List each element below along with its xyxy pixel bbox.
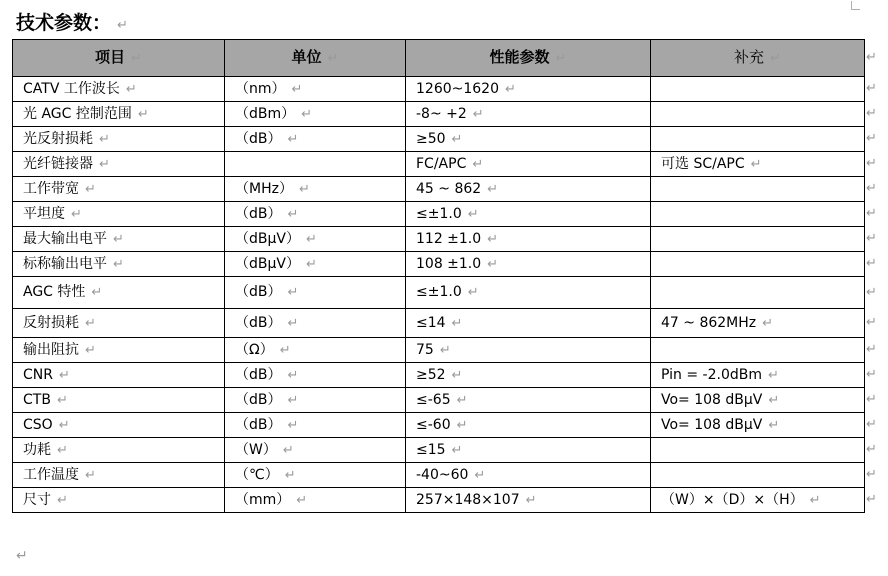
row-end-mark-icon: ↵ [866, 131, 877, 146]
paragraph-mark-icon: ↵ [472, 156, 484, 172]
paragraph-mark-icon: ↵ [137, 106, 149, 122]
row-end-mark-icon: ↵ [866, 256, 877, 271]
paragraph-mark-icon: ↵ [750, 156, 762, 172]
cell-value-text: ≤±1.0 [416, 284, 462, 300]
table-row [13, 277, 865, 309]
table-row [13, 438, 865, 463]
paragraph-mark-icon: ↵ [467, 206, 479, 222]
paragraph-mark-icon: ↵ [451, 315, 463, 331]
cell-unit-text: （dB） [235, 391, 282, 408]
cell-unit-text: （mm） [235, 491, 291, 508]
paragraph-mark-icon: ↵ [472, 106, 484, 122]
page-corner-mark [851, 1, 860, 10]
row-end-mark-icon: ↵ [866, 442, 877, 457]
paragraph-mark-icon: ↵ [85, 181, 96, 197]
paragraph-mark-icon: ↵ [298, 181, 310, 197]
cell-value-text: 1260~1620 [416, 80, 499, 97]
column-header-value: 性能参数 ↵ [406, 40, 651, 77]
cell-note [651, 202, 865, 227]
cell-value-text: -40~60 [416, 466, 469, 483]
cell-note [651, 309, 865, 338]
table-row [13, 202, 865, 227]
cell-item-text: 标称输出电平 [23, 255, 107, 272]
table-row [13, 363, 865, 388]
cell-note [651, 177, 865, 202]
paragraph-mark-icon: ↵ [85, 467, 96, 483]
cell-note [651, 127, 865, 152]
table-row [13, 413, 865, 438]
cell-value-text: ≥50 [416, 130, 446, 147]
cell-unit [225, 488, 406, 513]
cell-value [406, 227, 651, 252]
cell-value-text: 108 ±1.0 [416, 255, 482, 272]
cell-value [406, 413, 651, 438]
cell-note [651, 252, 865, 277]
paragraph-mark-icon: ↵ [762, 315, 774, 331]
cell-item [13, 152, 225, 177]
cell-unit-text: （dBμV） [235, 255, 300, 272]
paragraph-mark-icon: ↵ [525, 492, 537, 508]
cell-item-text: 工作温度 [23, 466, 79, 483]
cell-value [406, 252, 651, 277]
paragraph-mark-icon: ↵ [125, 81, 137, 97]
cell-value-text: 112 ±1.0 [416, 230, 482, 247]
cell-value [406, 463, 651, 488]
cell-value [406, 202, 651, 227]
cell-value-text: ≤14 [416, 314, 446, 331]
cell-value-text: 45 ~ 862 [416, 180, 482, 197]
cell-unit-text: （dB） [235, 205, 282, 222]
cell-unit [225, 309, 406, 338]
paragraph-mark-icon: ↵ [451, 442, 463, 458]
cell-value-text: -8~ +2 [416, 105, 467, 122]
paragraph-mark-icon: ↵ [57, 442, 68, 458]
cell-item-text: 平坦度 [23, 205, 65, 222]
table-row [13, 127, 865, 152]
table-row [13, 152, 865, 177]
cell-note [651, 463, 865, 488]
paragraph-mark-icon: ↵ [91, 285, 103, 300]
paragraph-mark-icon: ↵ [305, 231, 317, 247]
cell-note [651, 102, 865, 127]
cell-unit-text: （dBμV） [235, 230, 300, 247]
cell-unit [225, 363, 406, 388]
row-end-mark-icon: ↵ [866, 231, 877, 246]
cell-note [651, 152, 865, 177]
cell-item [13, 252, 225, 277]
cell-unit-text: （dB） [235, 314, 282, 331]
cell-unit [225, 77, 406, 102]
paragraph-mark-icon: ↵ [117, 18, 128, 33]
cell-value [406, 102, 651, 127]
paragraph-mark-icon: ↵ [282, 442, 294, 458]
cell-item [13, 388, 225, 413]
cell-unit [225, 177, 406, 202]
cell-note-text: Vo= 108 dBμV [661, 416, 763, 433]
row-end-mark-icon: ↵ [866, 492, 877, 507]
cell-item [13, 309, 225, 338]
table-row [13, 252, 865, 277]
cell-item-text: 反射损耗 [23, 314, 79, 331]
cell-unit [225, 388, 406, 413]
cell-unit [225, 463, 406, 488]
cell-item [13, 227, 225, 252]
cell-item-text: 输出阻抗 [23, 341, 79, 358]
paragraph-mark-icon: ↵ [85, 342, 96, 358]
paragraph-mark-icon: ↵ [287, 131, 299, 147]
paragraph-mark-icon: ↵ [451, 131, 463, 147]
cell-unit [225, 227, 406, 252]
paragraph-mark-icon: ↵ [113, 231, 124, 247]
cell-note [651, 77, 865, 102]
cell-value-text: 75 [416, 341, 434, 358]
cell-note [651, 388, 865, 413]
paragraph-mark-icon: ↵ [305, 256, 317, 272]
cell-item-text: 光纤链接器 [23, 155, 93, 172]
row-end-mark-icon: ↵ [866, 315, 877, 330]
paragraph-mark-icon: ↵ [99, 156, 110, 172]
cell-unit [225, 102, 406, 127]
cell-note [651, 227, 865, 252]
cell-note-text: （W）×（D）×（H） [661, 491, 804, 508]
cell-note [651, 438, 865, 463]
cell-item [13, 338, 225, 363]
paragraph-mark-icon: ↵ [58, 417, 70, 433]
row-end-mark-icon: ↵ [866, 206, 877, 221]
cell-item [13, 438, 225, 463]
spec-table-body [13, 77, 865, 513]
cell-item [13, 463, 225, 488]
cell-note-text: 47 ~ 862MHz [661, 314, 757, 331]
cell-item-text: AGC 特性 [23, 284, 86, 300]
cell-item-text: CSO [23, 416, 53, 433]
paragraph-mark-icon: ↵ [439, 342, 451, 358]
cell-item-text: CTB [23, 391, 51, 408]
cell-item [13, 177, 225, 202]
table-row [13, 177, 865, 202]
table-row [13, 309, 865, 338]
table-row [13, 463, 865, 488]
paragraph-mark-icon: ↵ [56, 392, 68, 408]
cell-value [406, 338, 651, 363]
paragraph-mark-icon: ↵ [58, 367, 70, 383]
cell-item [13, 127, 225, 152]
paragraph-mark-icon: ↵ [456, 392, 468, 408]
paragraph-mark-icon: ↵ [467, 285, 479, 300]
paragraph-mark-icon: ↵ [279, 342, 291, 358]
table-row [13, 77, 865, 102]
cell-item [13, 102, 225, 127]
paragraph-mark-icon: ↵ [57, 492, 68, 508]
paragraph-mark-icon: ↵ [301, 106, 313, 122]
paragraph-mark-icon: ↵ [768, 417, 780, 433]
paragraph-mark-icon: ↵ [505, 81, 516, 97]
table-row [13, 488, 865, 513]
cell-unit [225, 338, 406, 363]
cell-item-text: CNR [23, 366, 53, 383]
cell-note [651, 338, 865, 363]
paragraph-mark-icon: ↵ [451, 367, 463, 383]
cell-value-text: ≥52 [416, 366, 446, 383]
row-end-mark-icon: ↵ [866, 367, 877, 382]
cell-unit [225, 277, 406, 309]
table-row [13, 102, 865, 127]
cell-item [13, 363, 225, 388]
spec-table [12, 39, 865, 513]
cell-value [406, 127, 651, 152]
cell-item-text: 工作带宽 [23, 180, 79, 197]
paragraph-mark-icon: ↵ [456, 417, 468, 433]
cell-value-text: ≤±1.0 [416, 205, 462, 222]
cell-note-text: Vo= 108 dBμV [661, 391, 763, 408]
cell-note-text: 可选 SC/APC [661, 155, 745, 172]
cell-item [13, 202, 225, 227]
paragraph-mark-icon: ↵ [474, 467, 486, 483]
cell-item-text: 光 AGC 控制范围 [23, 105, 132, 122]
cell-unit-text: （Ω） [235, 341, 274, 358]
cell-value-text: 257×148×107 [416, 491, 520, 508]
cell-unit-text: （nm） [235, 80, 286, 97]
paragraph-mark-icon: ↵ [296, 492, 308, 508]
cell-value [406, 152, 651, 177]
table-row [13, 388, 865, 413]
table-header-row [13, 40, 865, 77]
cell-unit-text: （dBm） [235, 105, 296, 122]
cell-item [13, 77, 225, 102]
row-end-mark-icon: ↵ [866, 156, 877, 171]
cell-value-text: ≤15 [416, 441, 446, 458]
paragraph-mark-icon: ↵ [113, 256, 124, 272]
paragraph-mark-icon: ↵ [71, 206, 82, 222]
cell-item-text: 功耗 [23, 441, 51, 458]
cell-unit [225, 152, 406, 177]
paragraph-mark-icon: ↵ [287, 392, 299, 408]
cell-note-text: Pin = -2.0dBm [661, 366, 762, 383]
cell-value-text: ≤-60 [416, 416, 451, 433]
row-end-mark-icon: ↵ [866, 181, 877, 196]
cell-value-text: ≤-65 [416, 391, 451, 408]
heading-text: 技术参数： [16, 12, 112, 34]
paragraph-mark-icon: ↵ [287, 367, 299, 383]
row-end-mark-icon: ↵ [866, 106, 877, 121]
cell-value [406, 363, 651, 388]
row-end-mark-icon: ↵ [866, 342, 877, 357]
cell-note [651, 488, 865, 513]
cell-unit-text: （℃） [235, 466, 279, 483]
paragraph-mark-icon: ↵ [287, 315, 299, 331]
cell-note [651, 363, 865, 388]
cell-item [13, 413, 225, 438]
cell-item [13, 277, 225, 309]
cell-value [406, 488, 651, 513]
paragraph-mark-icon: ↵ [284, 467, 296, 483]
paragraph-mark-icon: ↵ [287, 206, 299, 222]
row-end-mark-icon: ↵ [866, 284, 877, 300]
paragraph-mark-icon: ↵ [287, 285, 299, 300]
cell-value [406, 77, 651, 102]
cell-value-text: FC/APC [416, 155, 467, 172]
column-header-unit: 单位 ↵ [225, 40, 406, 77]
row-end-mark-icon: ↵ [866, 81, 877, 96]
cell-item-text: 光反射损耗 [23, 130, 93, 147]
cell-unit-text: （W） [235, 441, 277, 458]
paragraph-mark-icon: ↵ [99, 131, 110, 147]
paragraph-mark-icon: ↵ [809, 492, 821, 508]
cell-unit [225, 413, 406, 438]
cell-unit-text: （dB） [235, 366, 282, 383]
cell-item-text: CATV 工作波长 [23, 80, 120, 97]
paragraph-mark-icon: ↵ [487, 181, 499, 197]
cell-unit [225, 438, 406, 463]
cell-unit-text: （dB） [235, 130, 282, 147]
cell-note [651, 277, 865, 309]
paragraph-mark-icon: ↵ [487, 231, 499, 247]
column-header-item: 项目 ↵ [13, 40, 225, 77]
paragraph-mark-icon: ↵ [487, 256, 499, 272]
cell-unit-text: （dB） [235, 284, 282, 300]
row-end-mark-icon: ↵ [866, 417, 877, 432]
cell-value [406, 309, 651, 338]
cell-item-text: 最大输出电平 [23, 230, 107, 247]
cell-unit [225, 127, 406, 152]
table-row [13, 227, 865, 252]
table-row [13, 338, 865, 363]
cell-value [406, 438, 651, 463]
cell-unit [225, 202, 406, 227]
paragraph-mark-icon: ↵ [287, 417, 299, 433]
paragraph-mark-icon: ↵ [767, 367, 779, 383]
final-paragraph-mark-icon: ↵ [16, 548, 28, 564]
cell-unit-text: （MHz） [235, 180, 293, 197]
cell-unit [225, 252, 406, 277]
row-end-mark-icon: ↵ [866, 392, 877, 407]
row-end-mark-icon: ↵ [866, 50, 877, 65]
cell-value [406, 388, 651, 413]
cell-item [13, 488, 225, 513]
cell-value [406, 277, 651, 309]
cell-note [651, 413, 865, 438]
row-end-mark-icon: ↵ [866, 467, 877, 482]
paragraph-mark-icon: ↵ [768, 392, 780, 408]
cell-unit-text: （dB） [235, 416, 282, 433]
cell-value [406, 177, 651, 202]
section-heading [16, 8, 128, 41]
column-header-note: 补充 ↵ [651, 40, 865, 77]
paragraph-mark-icon: ↵ [85, 315, 96, 331]
cell-item-text: 尺寸 [23, 491, 51, 508]
paragraph-mark-icon: ↵ [291, 81, 303, 97]
